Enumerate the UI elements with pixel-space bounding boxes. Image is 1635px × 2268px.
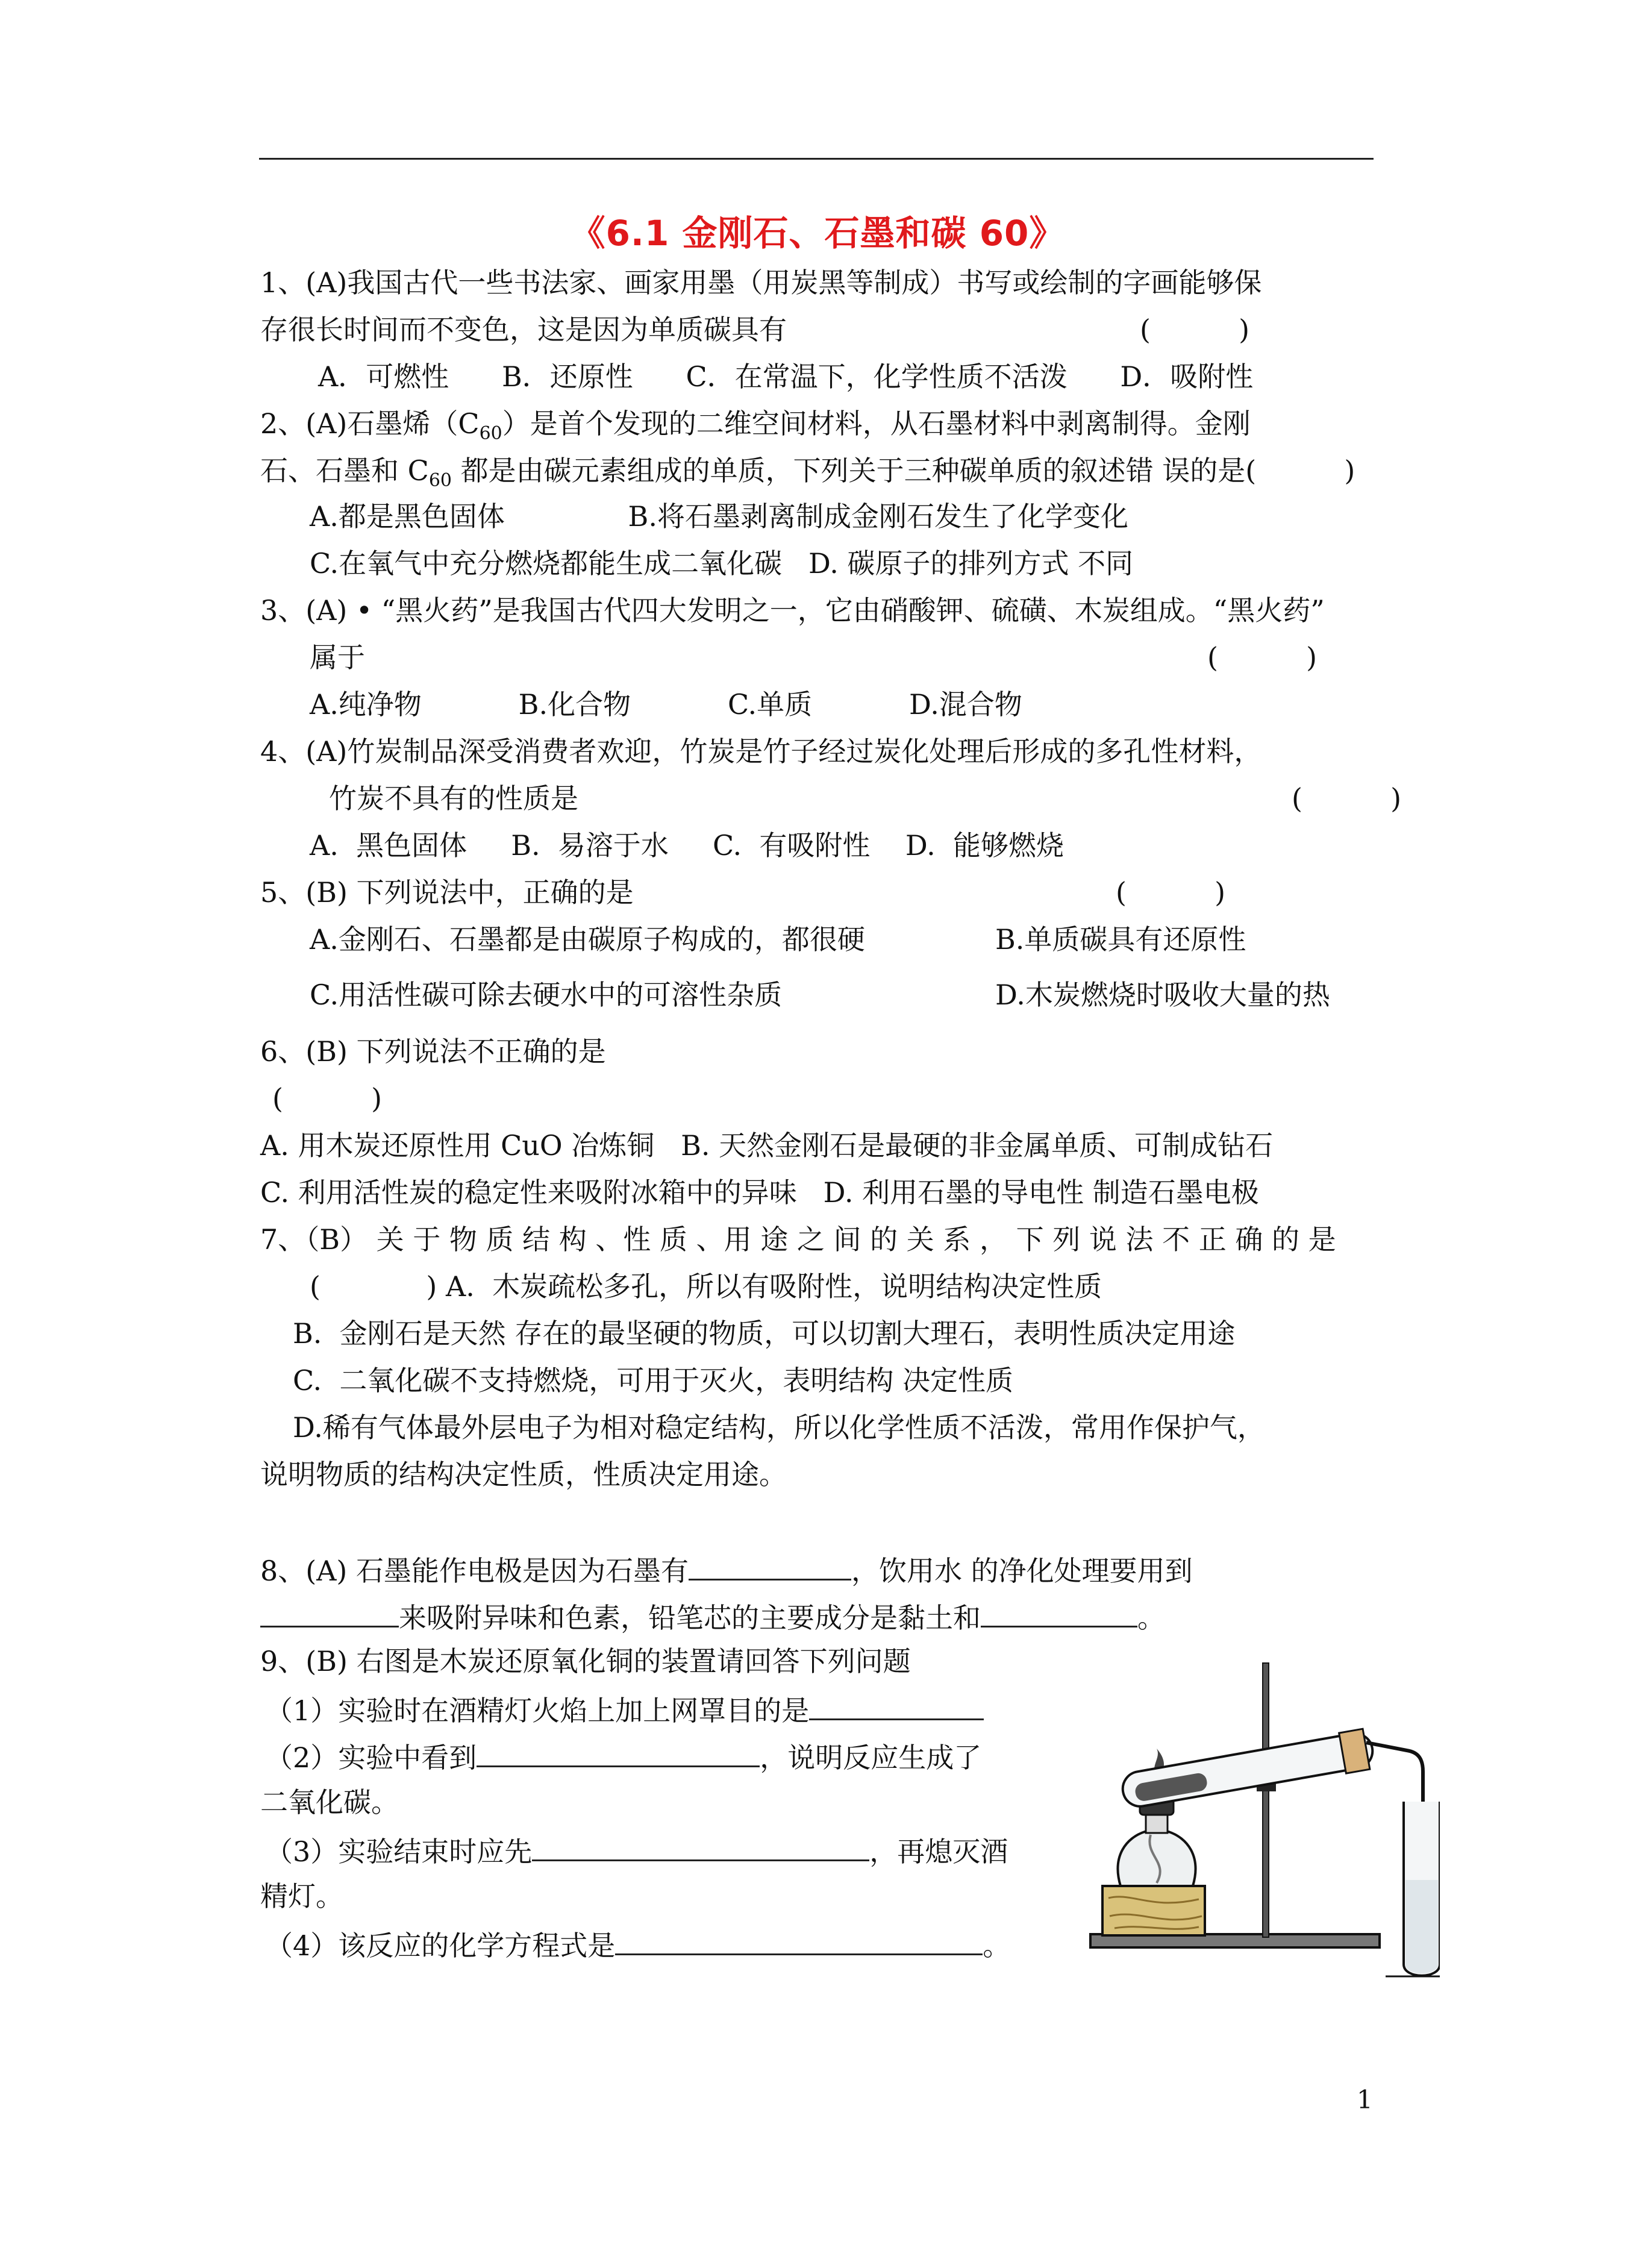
q9-part4: （4）该反应的化学方程式是 。 [265, 1926, 1010, 1963]
q9-part3: （3）实验结束时应先 ，再熄灭酒 [265, 1832, 1008, 1869]
q6-stem: 6、(B) 下列说法不正确的是 [260, 1035, 606, 1068]
q9-blank-4[interactable] [615, 1926, 983, 1955]
q1-stem-line1: 1、(A)我国古代一些书法家、画家用墨（用炭黑等制成）书写或绘制的字画能够保 [260, 266, 1262, 299]
q8-line2: 来吸附异味和色素，铅笔芯的主要成分是黏土和 。 [260, 1598, 1165, 1635]
q5-option-d: D.木炭燃烧时吸收大量的热 [995, 979, 1330, 1011]
q6-answer-paren: ( ) [272, 1082, 383, 1115]
q6-options-cd: C. 利用活性炭的稳定性来吸附冰箱中的异味 D. 利用石墨的导电性 制造石墨电极 [260, 1176, 1259, 1209]
q7-option-c: C. 二氧化碳不支持燃烧，可用于灭火，表明结构 决定性质 [293, 1364, 1014, 1397]
apparatus-figure [1078, 1651, 1440, 1994]
q8-line1: 8、(A) 石墨能作电极是因为石墨有 ，饮用水 的净化处理要用到 [260, 1551, 1193, 1588]
q9-part1: （1）实验时在酒精灯火焰上加上网罩目的是 [265, 1691, 984, 1728]
page-number: 1 [1357, 2085, 1373, 2114]
q4-stem-line1: 4、(A)竹炭制品深受消费者欢迎，竹炭是竹子经过炭化处理后形成的多孔性材料， [260, 735, 1262, 768]
q3-stem-line1: 3、(A) • “黑火药”是我国古代四大发明之一，它由硝酸钾、硫磺、木炭组成。“黑火药” [260, 594, 1325, 627]
q2-options-cd: C.在氧气中充分燃烧都能生成二氧化碳 D. 碳原子的排列方式 不同 [310, 547, 1134, 580]
header-rule [259, 158, 1374, 160]
q9-part2: （2）实验中看到 ，说明反应生成了 [265, 1738, 981, 1775]
page-title: 《6.1 金刚石、石墨和碳 60》 [570, 213, 1065, 254]
q2-stem-line1: 2、(A)石墨烯$(C_{60})$是首个发现的二维空间材料，从石墨材料中剥离制得。金刚 [260, 407, 1251, 445]
q3-options: A.纯净物 B.化合物 C.单质 D.混合物 [310, 688, 1022, 721]
q9-blank-1[interactable] [809, 1691, 984, 1720]
q4-options: A. 黑色固体 B. 易溶于水 C. 有吸附性 D. 能够燃烧 [310, 829, 1064, 862]
q7-option-a: ( ) A. 木炭疏松多孔，所以有吸附性，说明结构决定性质 [310, 1270, 1102, 1303]
q5-stem: 5、(B) 下列说法中，正确的是 [260, 876, 634, 909]
q3-stem-line2: 属于 [310, 641, 365, 674]
q3-answer-paren: ( ) [1207, 641, 1318, 674]
q7-stem: 7、（B） 关 于 物 质 结 构 、性 质 、用 途 之 间 的 关 系 ， 下 列 说 法 不 正 确 的 是 [260, 1223, 1336, 1256]
q7-option-d-line1: D.稀有气体最外层电子为相对稳定结构，所以化学性质不活泼，常用作保护气， [293, 1411, 1265, 1444]
q4-stem-line2: 竹炭不具有的性质是 [329, 782, 578, 815]
q8-blank-2[interactable] [260, 1598, 399, 1627]
q9-part2-cont: 二氧化碳。 [260, 1786, 399, 1818]
q9-part3-cont: 精灯。 [260, 1880, 343, 1912]
q6-options-ab: A. 用木炭还原性用 CuO 冶炼铜 B. 天然金刚石是最硬的非金属单质、可制成钻石 [260, 1129, 1274, 1162]
q9-blank-3[interactable] [532, 1832, 869, 1861]
q9-blank-2[interactable] [477, 1738, 760, 1767]
q8-blank-1[interactable] [689, 1551, 851, 1580]
q4-answer-paren: ( ) [1292, 782, 1402, 815]
q2-options-ab: A.都是黑色固体 B.将石墨剥离制成金刚石发生了化学变化 [310, 500, 1128, 533]
q8-blank-3[interactable] [981, 1598, 1137, 1627]
q5-option-a: A.金刚石、石墨都是由碳原子构成的，都很硬 [310, 923, 865, 956]
stand-rod [1263, 1663, 1269, 1937]
q1-answer-paren: ( ) [1140, 313, 1250, 346]
q9-stem: 9、(B) 右图是木炭还原氧化铜的装置请回答下列问题 [260, 1645, 911, 1678]
q5-option-b: B.单质碳具有还原性 [995, 923, 1246, 956]
q2-stem-line2: 石、石墨和 $C_{60}$ 都是由碳元素组成的单质，下列关于三种碳单质的叙述错 误的是( ) [260, 454, 1355, 492]
q5-answer-paren: ( ) [1116, 876, 1226, 909]
q1-stem-line2: 存很长时间而不变色，这是因为单质碳具有 [260, 313, 787, 346]
q7-option-d-line2: 说明物质的结构决定性质，性质决定用途。 [260, 1458, 787, 1491]
q1-options: A．可燃性 B．还原性 C．在常温下，化学性质不活泼 D．吸附性 [318, 360, 1254, 393]
q5-option-c: C.用活性碳可除去硬水中的可溶性杂质 [310, 979, 783, 1011]
q7-option-b: B. 金刚石是天然 存在的最坚硬的物质，可以切割大理石，表明性质决定用途 [293, 1317, 1236, 1350]
